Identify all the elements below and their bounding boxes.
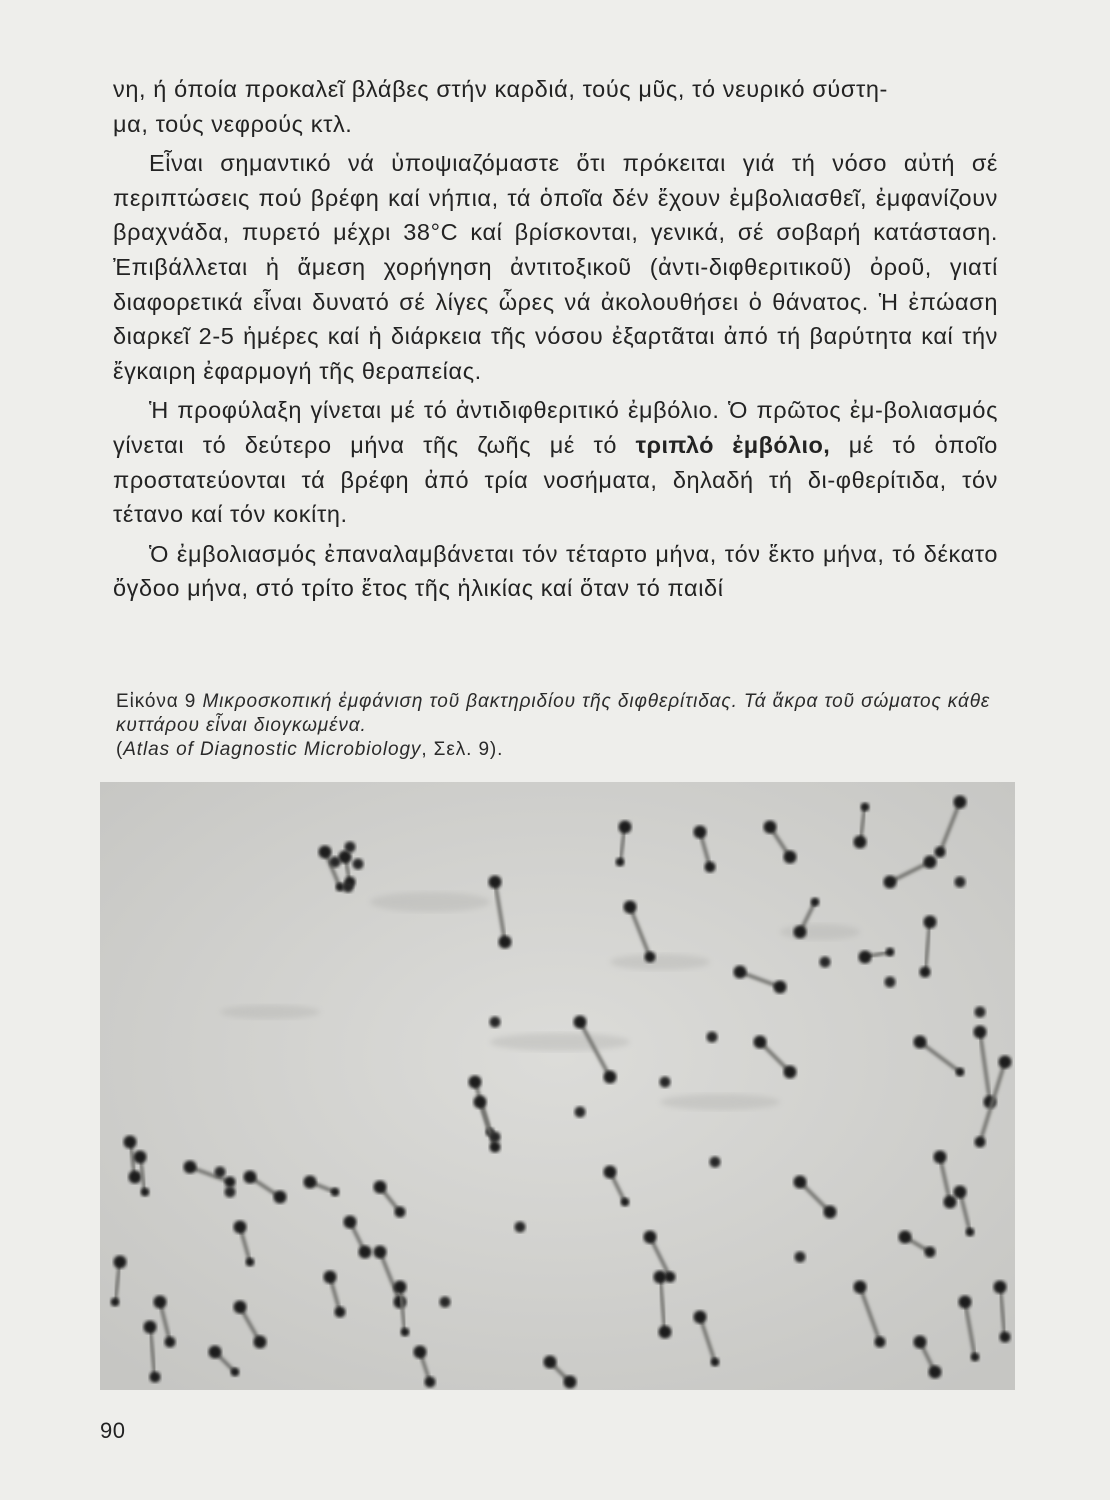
paragraph-3: [113, 393, 998, 531]
figure-source-title: Atlas of Diagnostic Microbiology: [123, 739, 422, 760]
granule: [707, 1032, 718, 1043]
paragraph-1-line-1: νη, ή όποία προκαλεῖ βλάβες στήν καρδιά, τούς μῦς, τό νευρικό σύστη-: [113, 76, 888, 102]
micrograph-background: [100, 782, 1015, 1390]
figure-source-page: , Σελ. 9).: [421, 739, 504, 760]
granule: [345, 842, 356, 853]
granule: [490, 1132, 501, 1143]
granule: [343, 882, 354, 893]
page-number: 90: [100, 1418, 126, 1443]
body-text: [113, 72, 998, 611]
granule: [575, 1107, 586, 1118]
background-smudge: [370, 892, 490, 912]
background-smudge: [660, 1094, 780, 1110]
granule: [975, 1007, 986, 1018]
bacteria-micrograph: [100, 782, 1015, 1390]
granule: [515, 1222, 526, 1233]
granule: [353, 859, 364, 870]
background-smudge: [780, 924, 860, 940]
paragraph-3-end: μέ τό ὁποῖο προστατεύονται τά βρέφη ἀπό τρία νοσήματα, δηλαδή τή δι-φθερίτιδα, τόν τέτανο καί τόν κοκίτη.: [113, 431, 998, 528]
figure-caption: [116, 690, 994, 762]
paragraph-1-line-2: μα, τούς νεφρούς κτλ.: [113, 110, 353, 137]
paragraph-1: [113, 72, 998, 141]
granule: [490, 1017, 501, 1028]
granule: [225, 1187, 236, 1198]
triple-vaccine-term: τριπλό ἐμβόλιο,: [635, 431, 831, 458]
background-smudge: [610, 954, 710, 970]
micrograph-figure: [100, 782, 1015, 1390]
figure-label: Εἰκόνα 9: [116, 691, 197, 712]
granule: [955, 877, 966, 888]
granule: [710, 1157, 721, 1168]
figure-source: (Atlas of Diagnostic Microbiology, Σελ. 9).: [116, 739, 504, 760]
granule: [440, 1297, 451, 1308]
paragraph-4: Ὁ ἐμβολιασμός ἐπαναλαμβάνεται τόν τέταρτο μήνα, τόν ἕκτο μήνα, τό δέκατο ὄγδοο μήνα, στό τρίτο ἔτος τῆς ἡλικίας καί ὅταν τό παιδί: [113, 540, 998, 602]
granule: [330, 857, 341, 868]
figure-description: Μικροσκοπική ἐμφάνιση τοῦ βακτηριδίου τῆς διφθερίτιδας. Τά ἄκρα τοῦ σώματος κάθε κυττάρου εἶναι διογκωμένα.: [116, 691, 991, 736]
paragraph-3-start: Ἡ προφύλαξη γίνεται μέ τό ἀντιδιφθεριτικό ἐμβόλιο. Ὁ πρῶτος ἐμ-βολιασμός γίνεται τό δεύτερο μήνα τῆς ζωῆς μέ τό: [113, 397, 998, 458]
granule: [820, 957, 831, 968]
paragraph-2: Εἶναι σημαντικό νά ὑποψιαζόμαστε ὅτι πρόκειται γιά τή νόσο αὐτή σέ περιπτώσεις πού βρέφη καί νήπια, τά ὁποῖα δέν ἔχουν ἐμβολιασθεῖ, ἐμφανίζουν βραχνάδα, πυρετό μέχρι 38°C καί βρίσκονται, γενικά, σέ σοβαρή κατάσταση. Ἐπιβάλλεται ἡ ἄμεση χορήγηση ἀντιτοξικοῦ (ἀντι-διφθεριτικοῦ) ὀροῦ, γιατί διαφορετικά εἶναι δυνατό σέ λίγες ὧρες νά ἀκολουθήσει ὁ θάνατος. Ἡ ἐπώαση διαρκεῖ 2-5 ἡμέρες καί ἡ διάρκεια τῆς νόσου ἐξαρτᾶται ἀπό τή βαρύτητα καί τήν ἔγκαιρη ἐφαρμογή τῆς θεραπείας.: [113, 150, 998, 384]
background-smudge: [490, 1033, 630, 1051]
granule: [215, 1167, 226, 1178]
granule: [885, 977, 896, 988]
granule: [795, 1252, 806, 1263]
background-smudge: [220, 1005, 320, 1019]
granule: [660, 1077, 671, 1088]
